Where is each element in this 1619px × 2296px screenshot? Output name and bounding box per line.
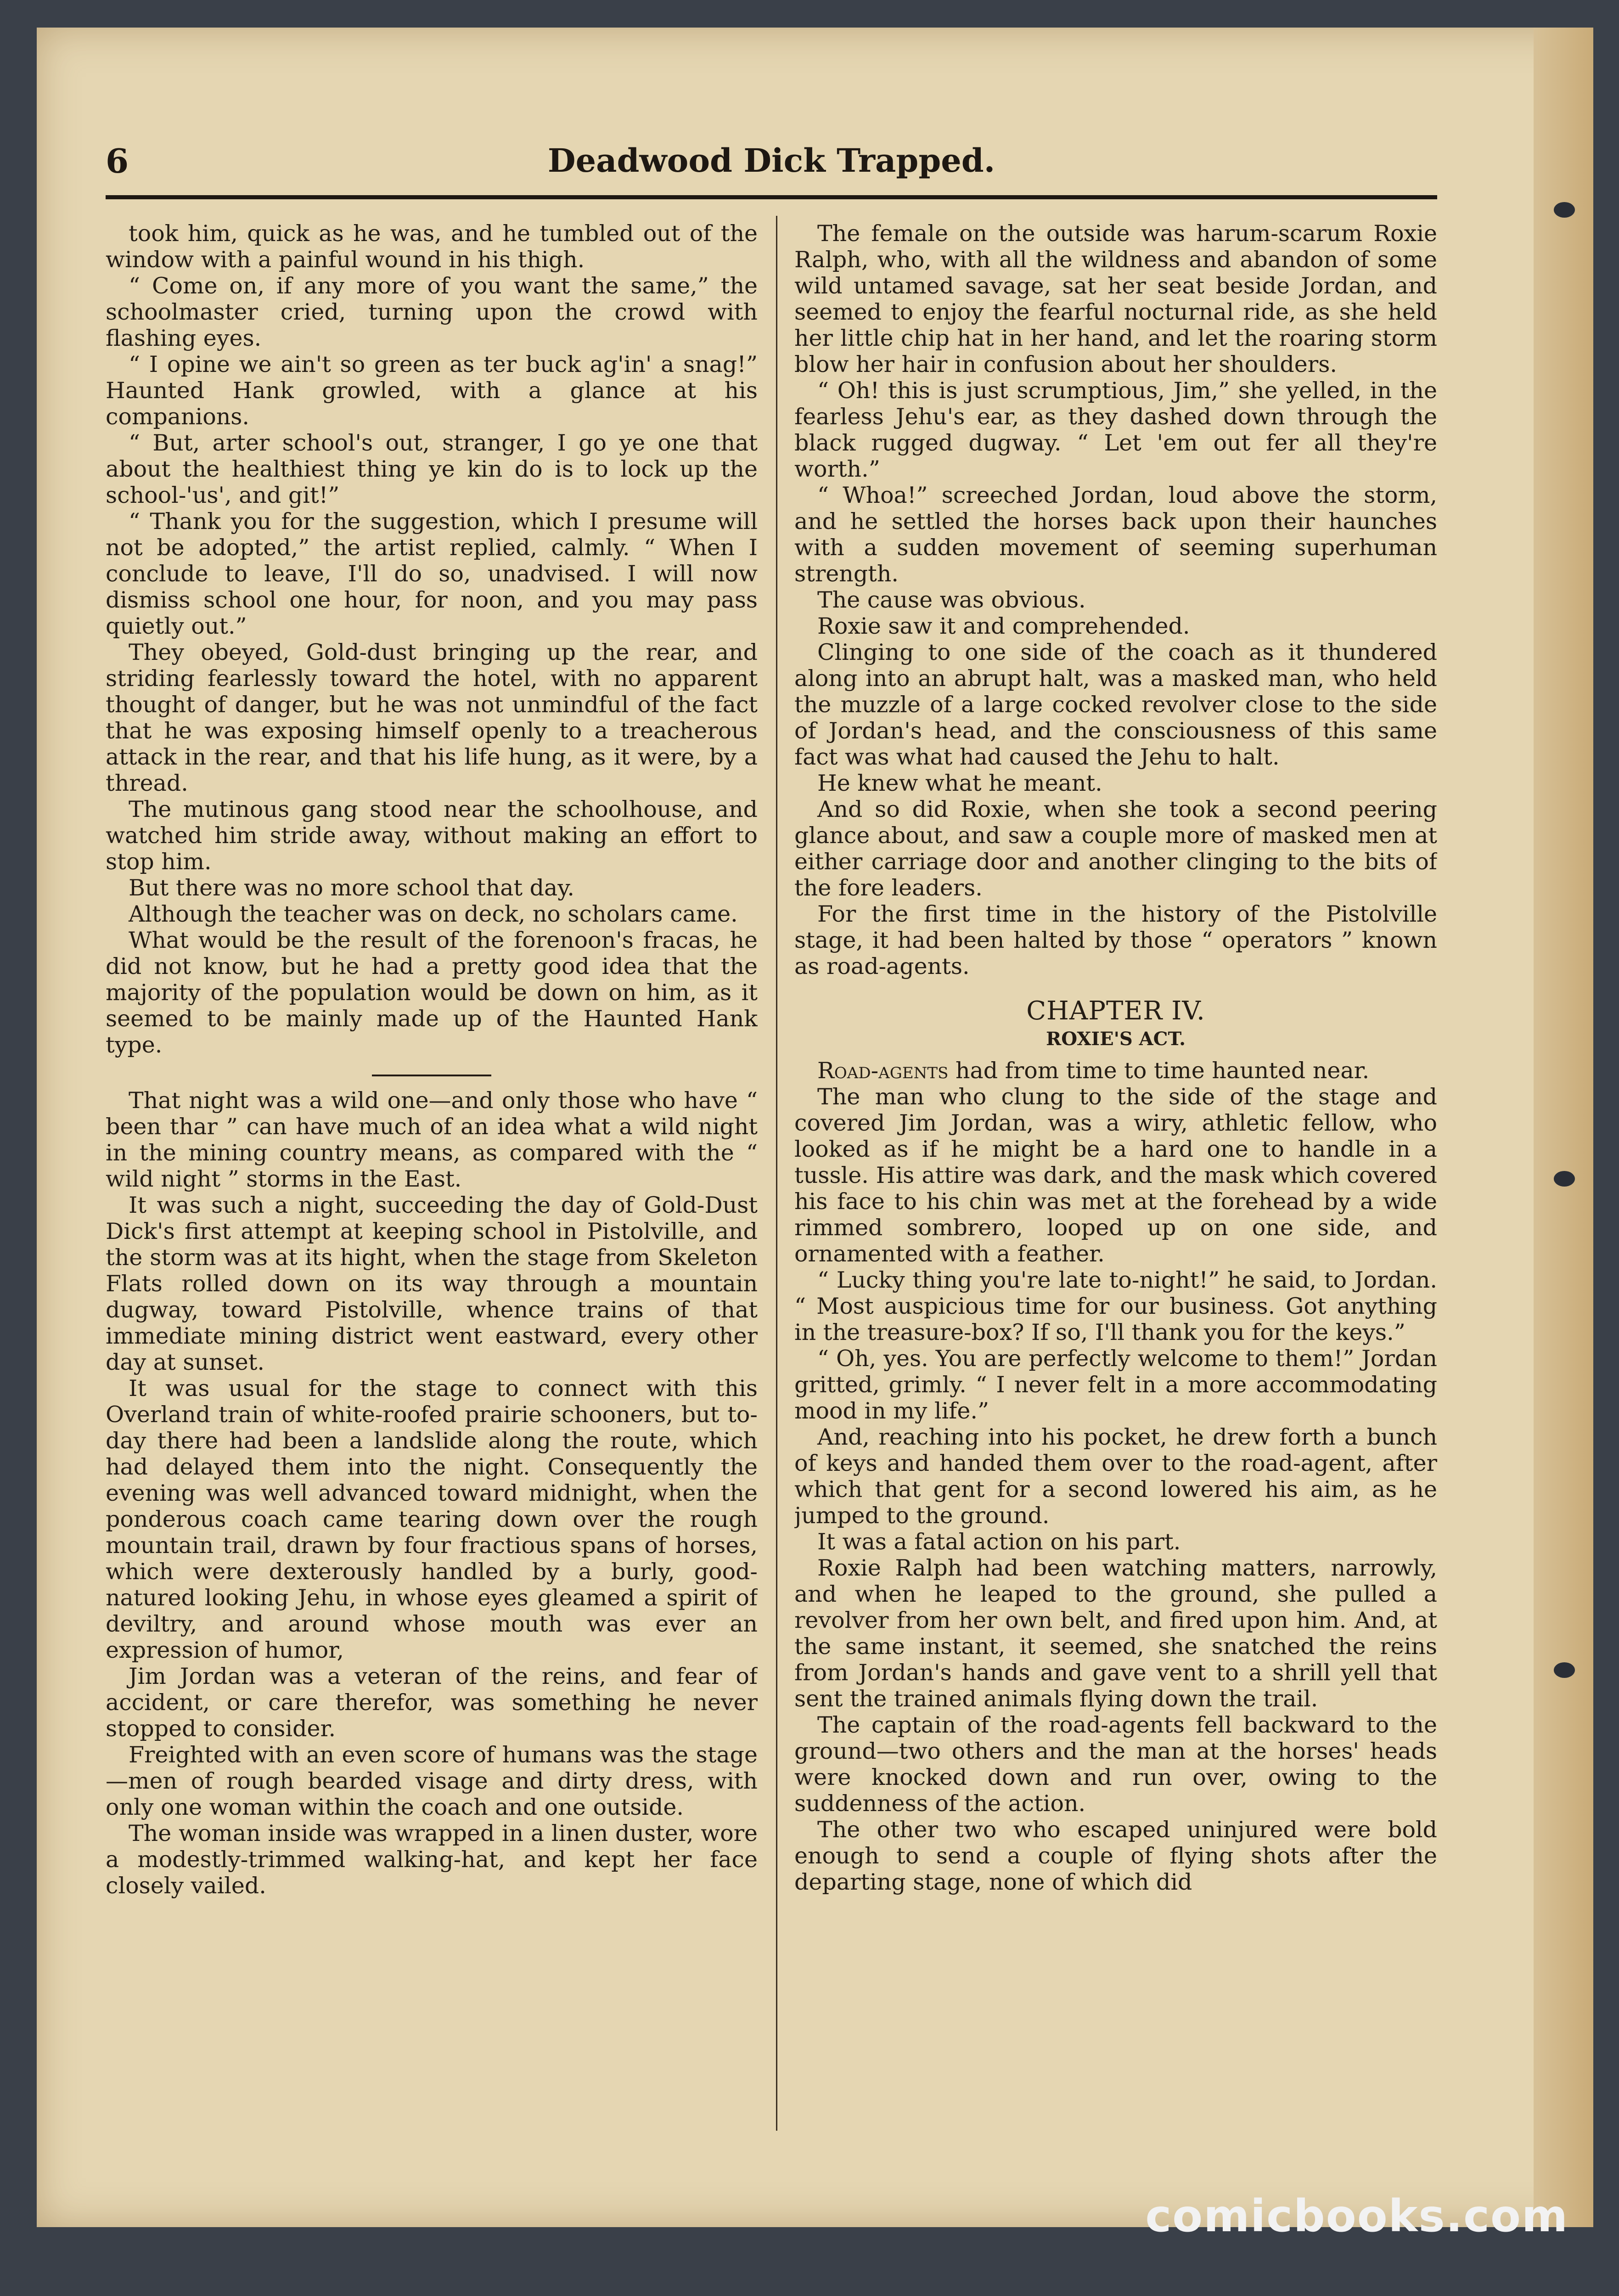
paragraph: “ Oh! this is just scrumptious, Jim,” she yelled, in the fearless Jehu's ear, as they dashed down through the black rugged dugway. “ Let 'em out fer all they're worth.”	[794, 377, 1437, 482]
binding-hole	[1554, 1662, 1575, 1678]
binding-hole	[1554, 1171, 1575, 1187]
binding-hole	[1554, 202, 1575, 218]
paragraph: “ But, arter school's out, stranger, I go ye one that about the healthiest thing ye kin do is to lock up the school-'us', and git!”	[106, 430, 758, 508]
paragraph: “ I opine we ain't so green as ter buck ag'in' a snag!” Haunted Hank growled, with a glance at his companions.	[106, 351, 758, 430]
chapter-subtitle: ROXIE'S ACT.	[1046, 1028, 1186, 1050]
page-edge	[1534, 28, 1593, 2227]
running-title: Deadwood Dick Trapped.	[547, 141, 995, 180]
paragraph: The captain of the road-agents fell backward to the ground—two others and the man at the horses' heads were knocked down and run over, owing to the suddenness of the action.	[794, 1712, 1437, 1817]
chapter-opening-paragraph	[794, 1058, 1437, 1084]
paragraph: The other two who escaped uninjured were bold enough to send a couple of flying shots after the departing stage, none of which did	[794, 1817, 1437, 1895]
chapter-lead-rest: had from time to time haunted near.	[948, 1058, 1370, 1084]
paragraph: It was usual for the stage to connect with this Overland train of white-roofed prairie schooners, but to-day there had been a landslide along the route, which had delayed them into the night. Consequently the evening was well advanced toward midnight, when the ponderous coach came tearing down over the rough mountain trail, drawn by four fractious spans of horses, which were dexterously handled by a burly, good-natured looking Jehu, in whose eyes gleamed a spirit of deviltry, and around whose mouth was ever an expression of humor,	[106, 1375, 758, 1663]
paragraph: And, reaching into his pocket, he drew forth a bunch of keys and handed them over to the road-agent, after which that gent for a second lowered his aim, as he jumped to the ground.	[794, 1424, 1437, 1529]
paragraph: The man who clung to the side of the stage and covered Jim Jordan, was a wiry, athletic fellow, who looked as if he might be a hard one to handle in a tussle. His attire was dark, and the mask which covered his face to his chin was met at the forehead by a wide rimmed sombrero, looped up on one side, and ornamented with a feather.	[794, 1084, 1437, 1267]
paragraph: Jim Jordan was a veteran of the reins, and fear of accident, or care therefor, was something he never stopped to consider.	[106, 1663, 758, 1742]
paragraph: Roxie Ralph had been watching matters, narrowly, and when he leaped to the ground, she pulled a revolver from her own belt, and fired upon him. And, at the same instant, it seemed, she snatched the reins from Jordan's hands and gave vent to a shrill yell that sent the trained animals flying down the trail.	[794, 1555, 1437, 1712]
paragraph: “ Oh, yes. You are perfectly welcome to them!” Jordan gritted, grimly. “ I never felt in a more accommodating mood in my life.”	[794, 1345, 1437, 1424]
paragraph: Although the teacher was on deck, no scholars came.	[129, 901, 738, 927]
paragraph: The woman inside was wrapped in a linen duster, wore a modestly-trimmed walking-hat, and kept her face closely vailed.	[106, 1820, 758, 1899]
right-paragraphs-before-chapter	[794, 220, 1437, 979]
right-paragraphs-after-chapter	[794, 1084, 1437, 1895]
paragraph: “ Whoa!” screeched Jordan, loud above the storm, and he settled the horses back upon their haunches with a sudden movement of seeming superhuman strength.	[794, 482, 1437, 587]
paragraph: That night was a wild one—and only those who have “ been thar ” can have much of an idea what a wild night in the mining country means, as compared with the “ wild night ” storms in the East.	[106, 1087, 758, 1192]
left-paragraphs-before-break	[106, 220, 758, 1058]
paragraph: They obeyed, Gold-dust bringing up the rear, and striding fearlessly toward the hotel, with no apparent thought of danger, but he was not unmindful of the fact that he was exposing himself openly to a treacherous attack in the rear, and that his life hung, as it were, by a thread.	[106, 639, 758, 796]
paragraph: He knew what he meant.	[817, 770, 1102, 796]
chapter-lead-word: Road-agents	[817, 1058, 949, 1084]
paragraph: “ Thank you for the suggestion, which I presume will not be adopted,” the artist replied, calmly. “ When I conclude to leave, I'll do so, unadvised. I will now dismiss school one hour, for noon, and you may pass quietly out.”	[106, 508, 758, 639]
paragraph: “ Lucky thing you're late to-night!” he said, to Jordan. “ Most auspicious time for our business. Got anything in the treasure-box? If so, I'll thank you for the keys.”	[794, 1267, 1437, 1345]
header-rule	[106, 195, 1437, 199]
paragraph: Roxie saw it and comprehended.	[817, 613, 1190, 639]
left-column	[106, 220, 758, 2131]
column-divider	[776, 216, 777, 2131]
page-header	[106, 133, 1437, 193]
paragraph: It was such a night, succeeding the day of Gold-Dust Dick's first attempt at keeping school in Pistolville, and the storm was at its hight, when the stage from Skeleton Flats rolled down on its way through a mountain dugway, toward Pistolville, whence trains of that immediate mining district went eastward, every other day at sunset.	[106, 1192, 758, 1375]
paragraph: Clinging to one side of the coach as it thundered along into an abrupt halt, was a masked man, who held the muzzle of a large cocked revolver close to the side of Jordan's head, and the consciousness of this same fact was what had caused the Jehu to halt.	[794, 639, 1437, 770]
left-paragraphs-after-break	[106, 1087, 758, 1899]
page-number: 6	[106, 141, 129, 180]
site-watermark: comicbooks.com	[1145, 2190, 1568, 2242]
paragraph: But there was no more school that day.	[129, 875, 575, 901]
paragraph: For the first time in the history of the Pistolville stage, it had been halted by those “ operators ” known as road-agents.	[794, 901, 1437, 979]
paragraph: It was a fatal action on his part.	[817, 1529, 1181, 1555]
paragraph: The mutinous gang stood near the schoolhouse, and watched him stride away, without making an effort to stop him.	[106, 796, 758, 875]
chapter-title: CHAPTER IV.	[1026, 996, 1205, 1026]
paragraph: Freighted with an even score of humans was the stage—men of rough bearded visage and dirty dress, with only one woman within the coach and one outside.	[106, 1742, 758, 1820]
paragraph: And so did Roxie, when she took a second peering glance about, and saw a couple more of masked men at either carriage door and another clinging to the bits of the fore leaders.	[794, 796, 1437, 901]
paragraph: The cause was obvious.	[817, 587, 1086, 613]
paragraph: The female on the outside was harum-scarum Roxie Ralph, who, with all the wildness and abandon of some wild untamed savage, sat her seat beside Jordan, and seemed to enjoy the fearful nocturnal ride, as she held her little chip hat in her hand, and let the roaring storm blow her hair in confusion about her shoulders.	[794, 220, 1437, 377]
scene-break-rule	[372, 1075, 491, 1076]
right-column	[794, 220, 1437, 2131]
paragraph: “ Come on, if any more of you want the same,” the schoolmaster cried, turning upon the crowd with flashing eyes.	[106, 273, 758, 351]
paragraph: What would be the result of the forenoon's fracas, he did not know, but he had a pretty good idea that the majority of the population would be down on him, as it seemed to be mainly made up of the Haunted Hank type.	[106, 927, 758, 1058]
paragraph: took him, quick as he was, and he tumbled out of the window with a painful wound in his thigh.	[106, 220, 758, 273]
